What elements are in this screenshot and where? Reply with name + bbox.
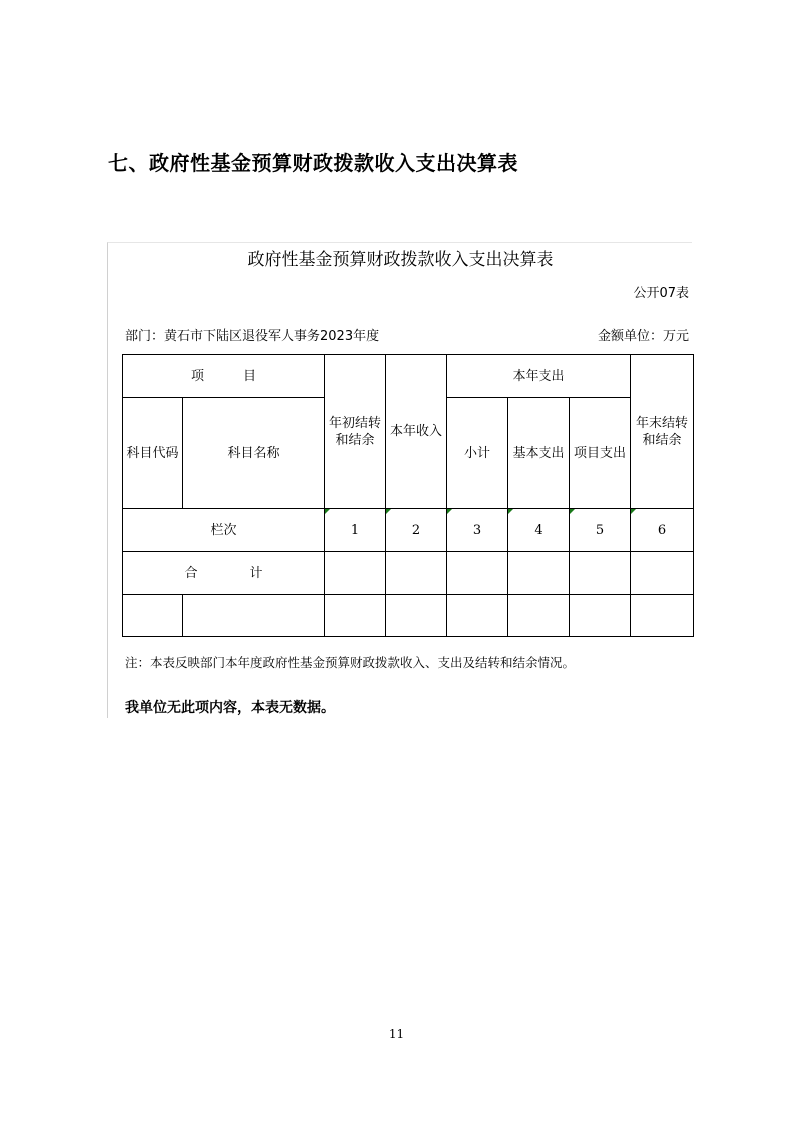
table-row bbox=[123, 595, 694, 637]
section-heading: 七、政府性基金预算财政拨款收入支出决算表 bbox=[108, 151, 518, 175]
header-subtotal: 小计 bbox=[447, 398, 508, 509]
table-cell bbox=[123, 595, 183, 637]
total-row bbox=[123, 552, 694, 595]
column-number: 1 bbox=[325, 509, 386, 552]
column-index-row bbox=[123, 509, 694, 552]
header-subject-code: 科目代码 bbox=[123, 398, 183, 509]
table-cell bbox=[631, 595, 694, 637]
header-basic-expenditure: 基本支出 bbox=[508, 398, 570, 509]
header-closing-balance: 年末结转和结余 bbox=[631, 355, 694, 509]
unit-label: 金额单位：万元 bbox=[597, 329, 689, 344]
table-cell bbox=[570, 552, 631, 595]
table-note: 注：本表反映部门本年度政府性基金预算财政拨款收入、支出及结转和结余情况。 bbox=[125, 655, 576, 670]
cell-marker bbox=[631, 509, 636, 514]
table-cell bbox=[325, 595, 386, 637]
table-cell bbox=[386, 552, 447, 595]
cell-marker bbox=[508, 509, 513, 514]
total-label: 合 计 bbox=[123, 552, 325, 595]
table-cell bbox=[325, 552, 386, 595]
table-cell bbox=[631, 552, 694, 595]
table-cell bbox=[508, 595, 570, 637]
table-title: 政府性基金预算财政拨款收入支出决算表 bbox=[247, 250, 554, 270]
header-item: 项 目 bbox=[123, 355, 325, 398]
column-number: 2 bbox=[386, 509, 447, 552]
department-label: 部门：黄石市下陆区退役军人事务2023年度 bbox=[125, 329, 380, 344]
cell-marker bbox=[447, 509, 452, 514]
table-cell bbox=[386, 595, 447, 637]
column-number: 5 bbox=[570, 509, 631, 552]
column-number: 3 bbox=[447, 509, 508, 552]
table-cell bbox=[447, 595, 508, 637]
cell-marker bbox=[386, 509, 391, 514]
header-subject-name: 科目名称 bbox=[183, 398, 325, 509]
cell-marker bbox=[325, 509, 330, 514]
header-project-expenditure: 项目支出 bbox=[570, 398, 631, 509]
header-income: 本年收入 bbox=[386, 355, 447, 509]
cell-marker bbox=[570, 509, 575, 514]
table-cell bbox=[447, 552, 508, 595]
column-index-label: 栏次 bbox=[123, 509, 325, 552]
header-row-1 bbox=[123, 355, 694, 398]
table-cell bbox=[570, 595, 631, 637]
header-expenditure: 本年支出 bbox=[447, 355, 631, 398]
table-sheet bbox=[107, 242, 692, 718]
no-data-statement: 我单位无此项内容，本表无数据。 bbox=[125, 700, 335, 716]
header-opening-balance: 年初结转和结余 bbox=[325, 355, 386, 509]
page-number: 11 bbox=[388, 1027, 405, 1041]
table-code: 公开07表 bbox=[633, 286, 689, 301]
column-number: 4 bbox=[508, 509, 570, 552]
column-number: 6 bbox=[631, 509, 694, 552]
table-cell bbox=[508, 552, 570, 595]
budget-table bbox=[122, 354, 694, 637]
table-cell bbox=[183, 595, 325, 637]
